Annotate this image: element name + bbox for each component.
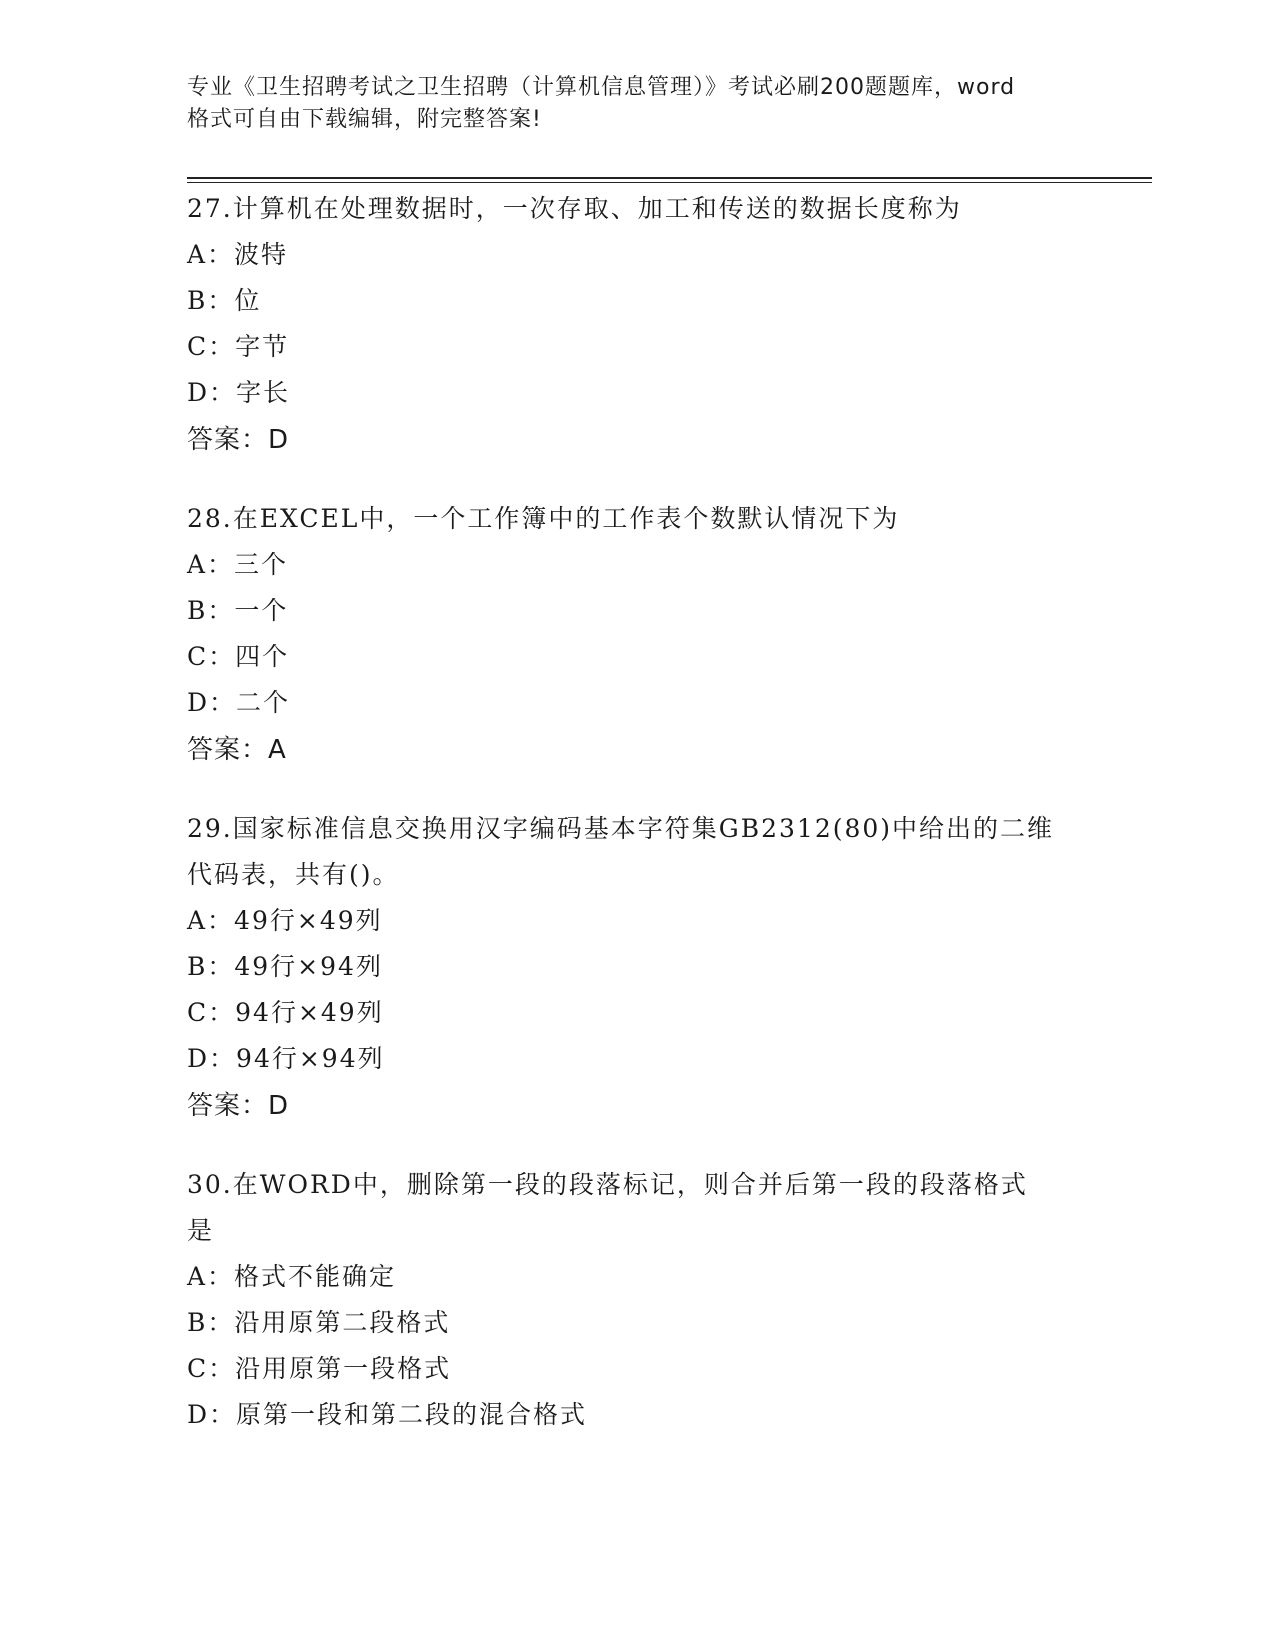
question-stem: 29.国家标准信息交换用汉字编码基本字符集GB2312(80)中给出的二维 xyxy=(187,814,1055,843)
option-c: C：字节 xyxy=(187,332,290,361)
header-line-2: 格式可自由下载编辑，附完整答案! xyxy=(187,107,542,132)
question-30 xyxy=(187,1162,1087,1438)
option-b: B：49行×94列 xyxy=(187,952,383,981)
question-27 xyxy=(187,186,1087,464)
option-a: A：三个 xyxy=(187,550,289,579)
header-line-1: 专业《卫生招聘考试之卫生招聘（计算机信息管理）》考试必刷200题题库，word xyxy=(187,75,1016,100)
option-d: D：字长 xyxy=(187,378,291,407)
option-d: D：94行×94列 xyxy=(187,1044,385,1073)
question-stem-continued: 是 xyxy=(187,1216,215,1245)
option-b: B：一个 xyxy=(187,596,289,625)
header-divider-thin xyxy=(187,182,1152,183)
header-divider-thick xyxy=(187,177,1152,179)
option-b: B：沿用原第二段格式 xyxy=(187,1308,451,1337)
option-c: C：沿用原第一段格式 xyxy=(187,1354,452,1383)
option-c: C：94行×49列 xyxy=(187,998,384,1027)
option-b: B：位 xyxy=(187,286,262,315)
document-header xyxy=(187,72,1087,136)
option-c: C：四个 xyxy=(187,642,290,671)
question-stem: 28.在EXCEL中，一个工作簿中的工作表个数默认情况下为 xyxy=(187,504,900,533)
answer-line: 答案：A xyxy=(187,735,287,765)
answer-line: 答案：D xyxy=(187,1091,290,1121)
option-a: A：格式不能确定 xyxy=(187,1262,397,1291)
question-stem: 30.在WORD中，删除第一段的段落标记，则合并后第一段的段落格式 xyxy=(187,1170,1028,1199)
option-d: D：二个 xyxy=(187,688,291,717)
question-list xyxy=(187,186,1087,1470)
question-stem-continued: 代码表，共有()。 xyxy=(187,860,400,889)
option-d: D：原第一段和第二段的混合格式 xyxy=(187,1400,588,1429)
question-stem: 27.计算机在处理数据时，一次存取、加工和传送的数据长度称为 xyxy=(187,194,962,223)
question-29 xyxy=(187,806,1087,1130)
option-a: A：49行×49列 xyxy=(187,906,383,935)
answer-line: 答案：D xyxy=(187,425,290,455)
question-28 xyxy=(187,496,1087,774)
option-a: A：波特 xyxy=(187,240,289,269)
